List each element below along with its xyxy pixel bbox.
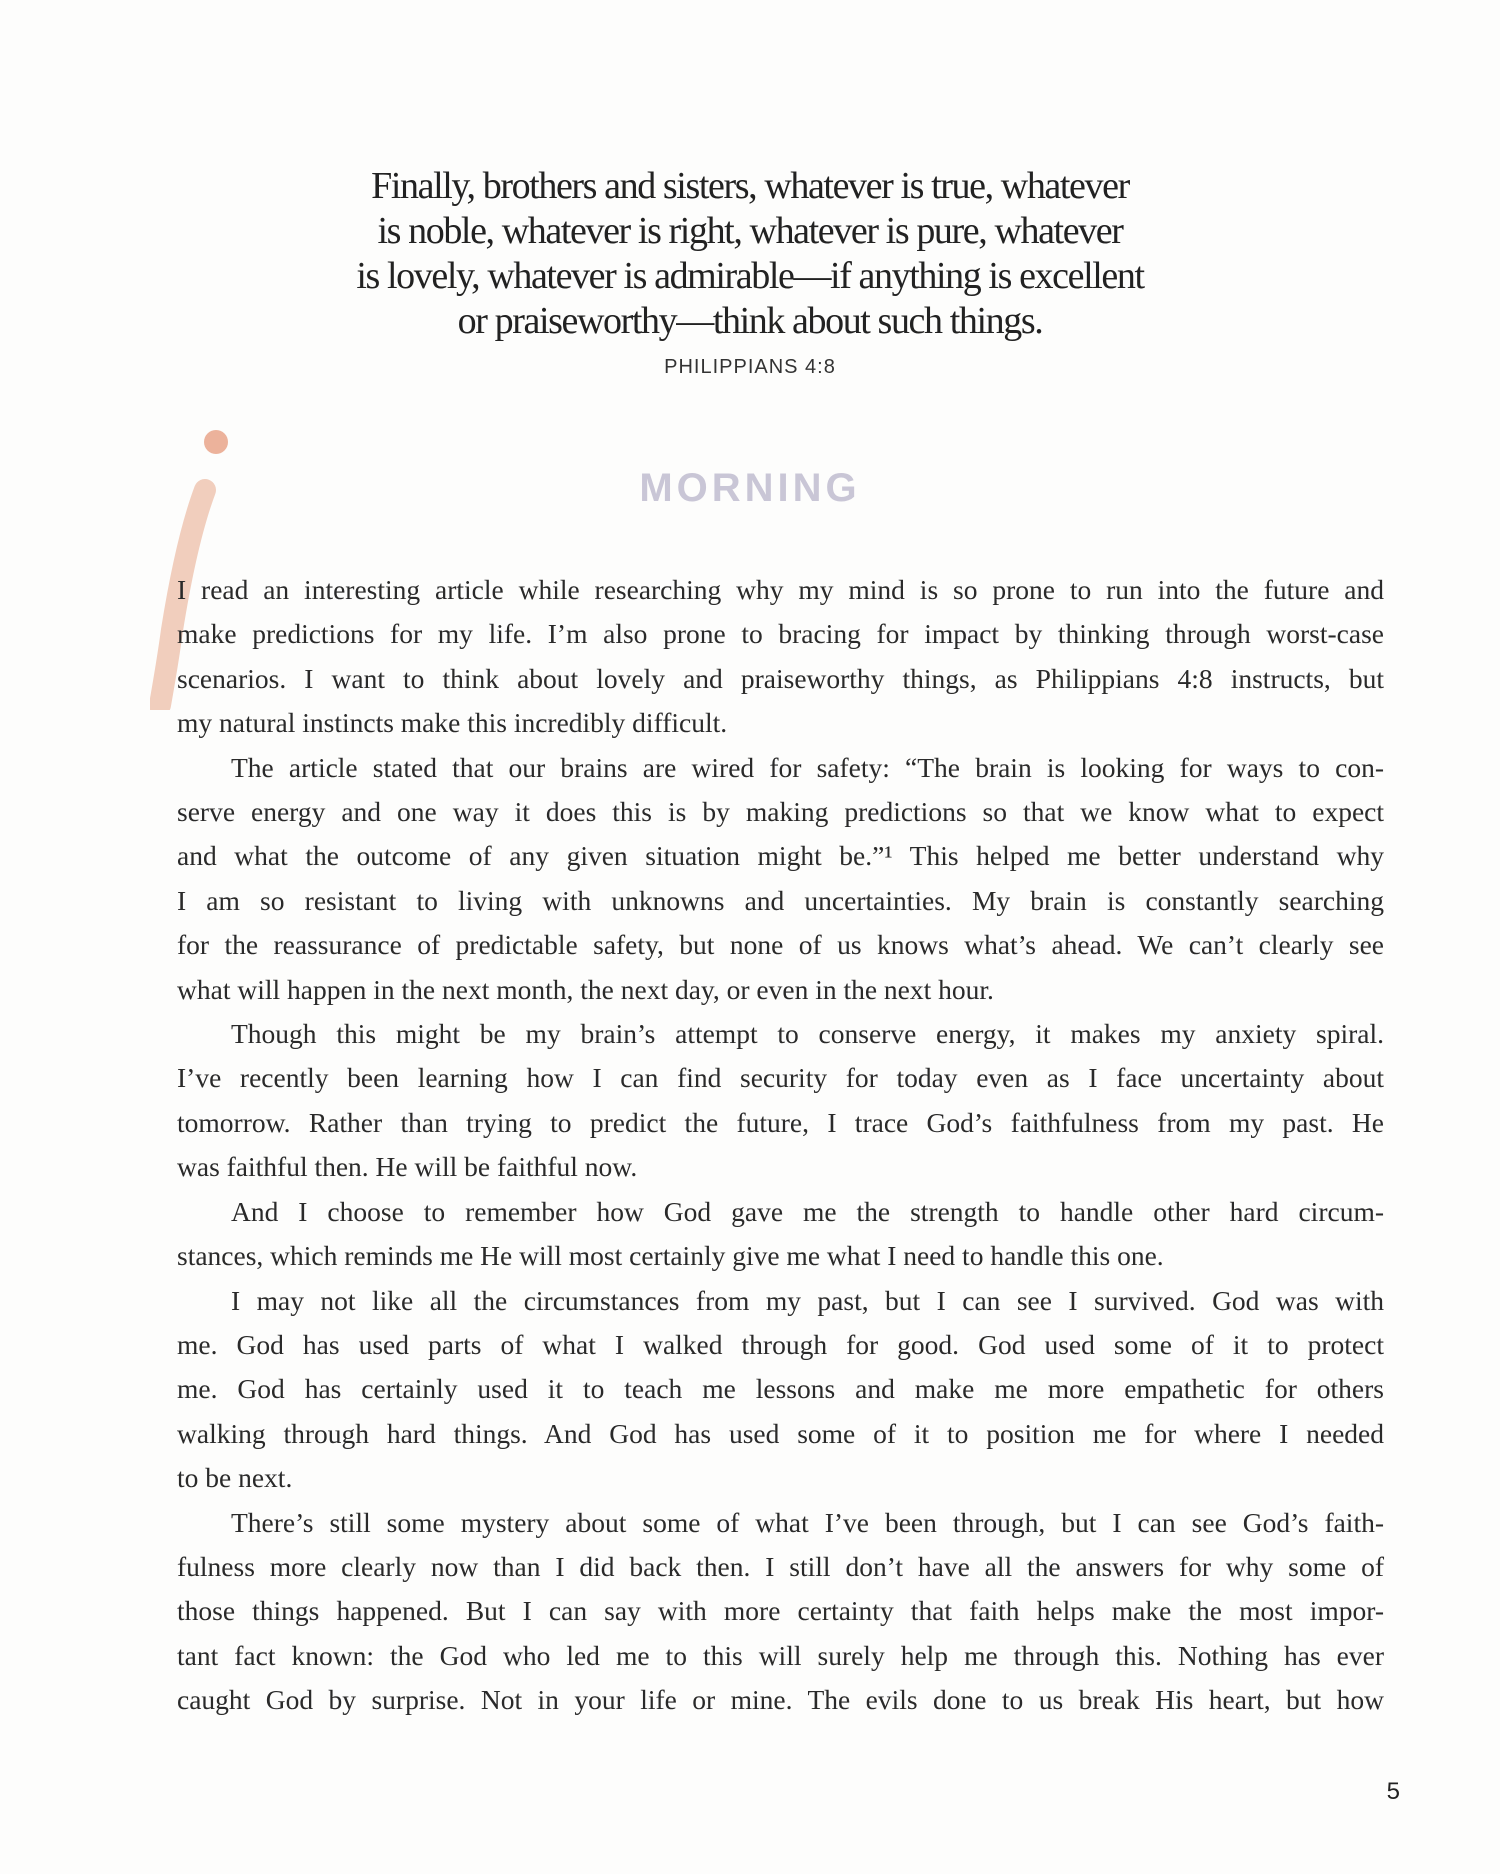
text-line: serve energy and one way it does this is by making predictions so that we know what to expect [177, 796, 1384, 828]
text-line: to be next. [177, 1462, 293, 1494]
epigraph-verse [340, 164, 1160, 344]
text-line: my natural instincts make this incredibly difficult. [177, 707, 728, 739]
verse-line: or praiseworthy—think about such things. [457, 300, 1043, 342]
text-line: I read an interesting article while researching why my mind is so prone to run into the future and [177, 574, 1384, 605]
paragraph [177, 746, 1384, 1012]
paragraph [177, 568, 1384, 746]
text-line: for the reassurance of predictable safety, but none of us knows what’s ahead. We can’t clearly see [177, 929, 1384, 961]
text-line: and what the outcome of any given situation might be.”¹ This helped me better understand why [177, 840, 1384, 872]
paragraph [177, 1501, 1384, 1723]
text-line: I may not like all the circumstances from my past, but I can see I survived. God was with [231, 1284, 1384, 1316]
text-line: scenarios. I want to think about lovely and praiseworthy things, as Philippians 4:8 instructs, but [177, 662, 1384, 694]
text-line: was faithful then. He will be faithful now. [177, 1151, 638, 1183]
paragraph [177, 1012, 1384, 1190]
text-line: fulness more clearly now than I did back then. I still don’t have all the answers for why some of [177, 1550, 1384, 1582]
text-line: Though this might be my brain’s attempt to conserve energy, it makes my anxiety spiral. [231, 1018, 1384, 1050]
paragraph [177, 1190, 1384, 1279]
verse-line: is noble, whatever is right, whatever is pure, whatever [377, 210, 1123, 252]
page-number: 5 [1386, 1778, 1400, 1805]
text-line: I’ve recently been learning how I can find security for today even as I face uncertainty about [177, 1062, 1384, 1094]
text-line: make predictions for my life. I’m also prone to bracing for impact by thinking through worst-case [177, 618, 1384, 650]
text-line: caught God by surprise. Not in your life or mine. The evils done to us break His heart, but how [177, 1684, 1384, 1716]
text-line: I am so resistant to living with unknowns and uncertainties. My brain is constantly searching [177, 884, 1384, 916]
text-line: tomorrow. Rather than trying to predict the future, I trace God’s faithfulness from my past. He [177, 1106, 1384, 1138]
text-line: those things happened. But I can say with more certainty that faith helps make the most impor- [177, 1595, 1384, 1627]
text-line: me. God has used parts of what I walked through for good. God used some of it to protect [177, 1328, 1384, 1360]
body-text [177, 568, 1384, 1723]
text-line: stances, which reminds me He will most certainly give me what I need to handle this one. [177, 1240, 1164, 1272]
verse-line: Finally, brothers and sisters, whatever is true, whatever [371, 165, 1129, 207]
text-line: The article stated that our brains are wired for safety: “The brain is looking for ways to con- [231, 751, 1384, 783]
verse-line: is lovely, whatever is admirable—if anything is excellent [356, 255, 1144, 297]
verse-reference: PHILIPPIANS 4:8 [664, 356, 836, 378]
text-line: There’s still some mystery about some of what I’ve been through, but I can see God’s faith- [231, 1506, 1384, 1538]
paragraph [177, 1279, 1384, 1501]
text-line: tant fact known: the God who led me to this will surely help me through this. Nothing has ever [177, 1639, 1384, 1671]
text-line: me. God has certainly used it to teach me lessons and make me more empathetic for others [177, 1373, 1384, 1405]
section-title: MORNING [639, 466, 861, 510]
text-line: And I choose to remember how God gave me the strength to handle other hard circum- [231, 1195, 1384, 1227]
text-line: what will happen in the next month, the next day, or even in the next hour. [177, 973, 994, 1005]
text-line: walking through hard things. And God has used some of it to position me for where I needed [177, 1417, 1384, 1449]
